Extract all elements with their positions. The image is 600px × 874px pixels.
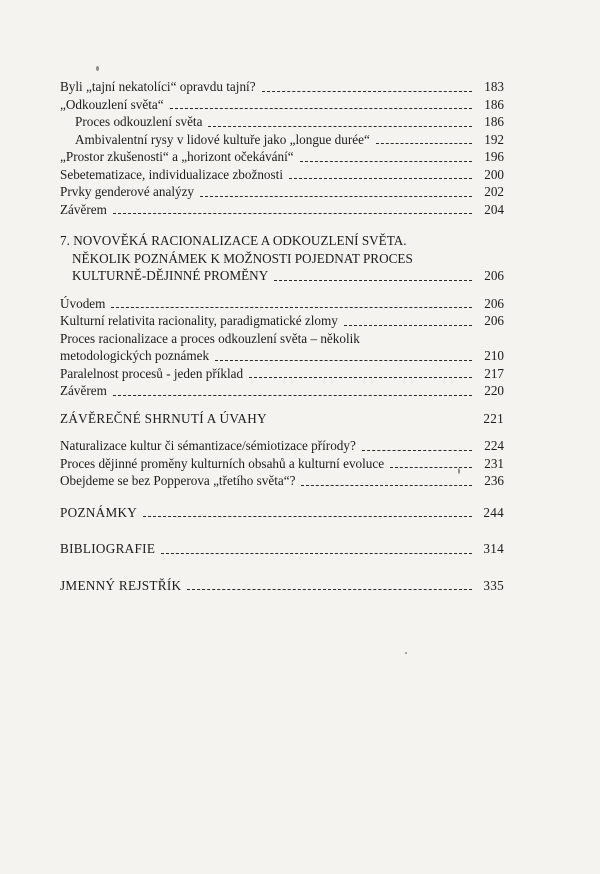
page-number: 202	[484, 184, 504, 199]
toc-entry	[60, 472, 504, 490]
page-number: 220	[484, 383, 504, 398]
chapter-7-heading	[60, 232, 504, 285]
page-number: 217	[484, 365, 504, 381]
ink-speck	[96, 66, 99, 71]
entry-title: Závěrem	[60, 201, 107, 217]
page-number: 206	[484, 268, 504, 283]
toc-entry	[60, 166, 504, 184]
dotted-leader	[249, 377, 472, 378]
toc-entry	[60, 113, 504, 131]
toc-entry	[60, 455, 504, 473]
toc-entry	[60, 96, 504, 114]
toc-entry	[60, 437, 504, 455]
dotted-leader	[161, 553, 472, 554]
entry-title: Ambivalentní rysy v lidové kultuře jako „longue durée“	[75, 131, 370, 147]
page-number: 224	[484, 438, 504, 453]
page-number: 206	[484, 313, 504, 328]
page-number: 200	[484, 166, 504, 182]
dotted-leader	[301, 485, 472, 486]
chapter-title-line: NĚKOLIK POZNÁMEK K MOŽNOSTI POJEDNAT PROCES	[72, 250, 413, 266]
toc-entry-bibliography	[60, 540, 504, 558]
toc-entry	[60, 365, 504, 383]
dotted-leader	[262, 91, 472, 92]
entry-title: Prvky genderové analýzy	[60, 184, 195, 199]
toc-section-group	[60, 437, 504, 490]
entry-title: Proces dějinné proměny kulturních obsahů a kulturní evoluce	[60, 455, 385, 471]
page-number: 186	[484, 96, 504, 112]
toc-entry	[60, 382, 504, 400]
dotted-leader	[143, 516, 472, 517]
entry-title: Sebetematizace, individualizace zbožnosti	[60, 166, 283, 182]
dotted-leader	[344, 325, 472, 326]
entry-title: metodologických poznámek	[60, 348, 210, 363]
dotted-leader	[113, 213, 472, 214]
entry-title: Závěrem	[60, 383, 107, 398]
dotted-leader	[362, 450, 472, 451]
page-number: 204	[484, 201, 504, 217]
toc-entry	[60, 201, 504, 219]
page-number: 236	[484, 473, 504, 488]
dotted-leader	[208, 126, 472, 127]
page-number: 244	[483, 504, 504, 520]
toc-entry	[60, 295, 504, 313]
dotted-leader	[200, 196, 472, 197]
dotted-leader	[187, 589, 472, 590]
page-number: 210	[484, 348, 504, 363]
page-number: 186	[484, 114, 504, 129]
toc-entry	[60, 267, 504, 285]
dotted-leader	[215, 360, 472, 361]
page-number: 192	[484, 131, 504, 147]
entry-title: ZÁVĚREČNÉ SHRNUTÍ A ÚVAHY	[60, 410, 267, 426]
toc-entry	[60, 347, 504, 365]
dotted-leader	[390, 467, 472, 468]
toc-entry-multiline	[60, 330, 504, 365]
toc-entry-index	[60, 577, 504, 595]
entry-title: Úvodem	[60, 295, 106, 311]
toc-section-group	[60, 78, 504, 218]
toc-entry-notes	[60, 504, 504, 522]
toc-entry	[60, 312, 504, 330]
entry-title: Obejdeme se bez Popperova „třetího světa“?	[60, 473, 296, 488]
entry-title: Paralelnost procesů - jeden příklad	[60, 365, 244, 381]
entry-title: „Odkouzlení světa“	[60, 96, 164, 112]
page-number: 231	[484, 455, 504, 471]
leader-blank	[273, 422, 472, 423]
page-number: 314	[483, 541, 504, 556]
entry-title: BIBLIOGRAFIE	[60, 541, 156, 556]
chapter-title-line: KULTURNĚ-DĚJINNÉ PROMĚNY	[72, 268, 269, 283]
toc-entry-summary	[60, 410, 504, 428]
page-number: 206	[484, 295, 504, 311]
chapter-title-line: 7. NOVOVĚKÁ RACIONALIZACE A ODKOUZLENÍ SVĚTA.	[60, 233, 407, 248]
entry-title: Proces odkouzlení světa	[75, 114, 203, 129]
page-number: 335	[483, 577, 504, 593]
entry-title: POZNÁMKY	[60, 504, 138, 520]
dotted-leader	[274, 280, 472, 281]
toc-section-group	[60, 295, 504, 330]
page-number: 196	[484, 149, 504, 164]
entry-title: „Prostor zkušenosti“ a „horizont očekávání“	[60, 149, 294, 164]
toc-entry	[60, 78, 504, 96]
table-of-contents	[60, 78, 504, 594]
dotted-leader	[376, 143, 472, 144]
entry-title: Byli „tajní nekatolíci“ opravdu tajní?	[60, 79, 256, 94]
entry-title: JMENNÝ REJSTŘÍK	[60, 577, 182, 593]
dotted-leader	[111, 307, 472, 308]
toc-entry	[60, 131, 504, 149]
entry-title: Kulturní relativita racionality, paradigmatické zlomy	[60, 313, 338, 328]
ink-speck	[405, 652, 407, 654]
toc-entry	[60, 183, 504, 201]
dotted-leader	[113, 395, 472, 396]
page-number: 183	[484, 79, 504, 94]
page-number: 221	[483, 410, 504, 426]
entry-title: Naturalizace kultur či sémantizace/sémiotizace přírody?	[60, 438, 356, 453]
toc-entry	[60, 148, 504, 166]
toc-section-group	[60, 365, 504, 400]
dotted-leader	[300, 161, 472, 162]
entry-title: Proces racionalizace a proces odkouzlení světa – několik	[60, 330, 360, 346]
dotted-leader	[289, 178, 472, 179]
dotted-leader	[170, 108, 472, 109]
